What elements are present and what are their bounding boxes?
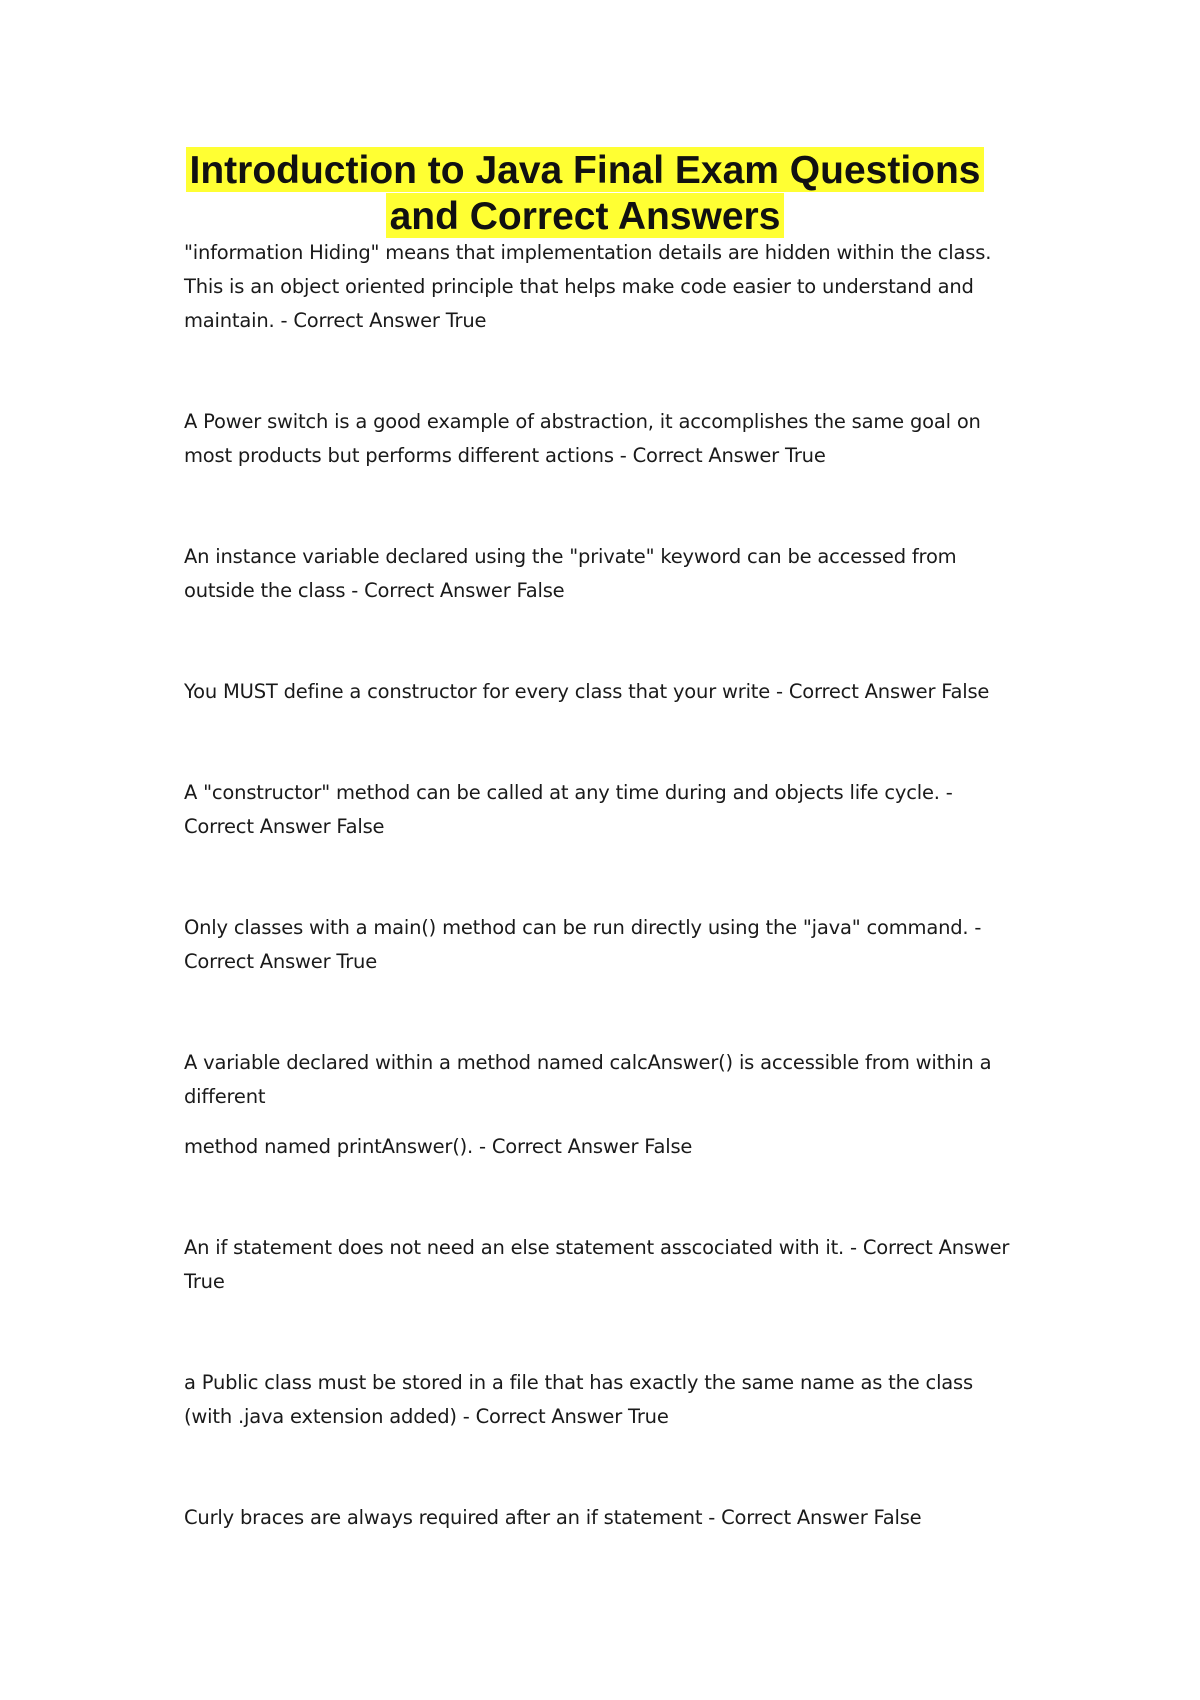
question-text: Curly braces are always required after an if statement - Correct Answer False [184, 1506, 922, 1529]
question-text: A "constructor" method can be called at any time during and objects life cycle. - Correct Answer False [184, 781, 953, 838]
question-item [184, 1046, 1024, 1164]
question-item [184, 540, 1024, 608]
document-title [185, 148, 985, 240]
question-text: Only classes with a main() method can be run directly using the "java" command. - Correct Answer True [184, 916, 982, 973]
question-item [184, 776, 1024, 844]
question-item [184, 675, 1024, 709]
title-line-1: Introduction to Java Final Exam Questions [186, 147, 985, 192]
question-item [184, 236, 1024, 338]
question-text: "information Hiding" means that implementation details are hidden within the class. This is an object oriented principle that helps make code easier to understand and maintain. - Correct Answer True [184, 241, 992, 332]
question-text: a Public class must be stored in a file that has exactly the same name as the class (with .java extension added) - Correct Answer True [184, 1371, 973, 1428]
question-item [184, 405, 1024, 473]
question-text: You MUST define a constructor for every class that your write - Correct Answer False [184, 680, 990, 703]
question-item [184, 1231, 1024, 1299]
question-text: An instance variable declared using the "private" keyword can be accessed from outside the class - Correct Answer False [184, 545, 957, 602]
question-text: A Power switch is a good example of abstraction, it accomplishes the same goal on most products but performs different actions - Correct Answer True [184, 410, 981, 467]
title-line-2: and Correct Answers [386, 193, 785, 238]
question-item [184, 1501, 1024, 1535]
question-item [184, 1366, 1024, 1434]
question-list [184, 236, 1024, 1602]
question-text: A variable declared within a method named calcAnswer() is accessible from within a different [184, 1051, 992, 1108]
question-text: An if statement does not need an else statement asscociated with it. - Correct Answer True [184, 1236, 1010, 1293]
question-continuation: method named printAnswer(). - Correct Answer False [184, 1135, 693, 1158]
question-item [184, 911, 1024, 979]
